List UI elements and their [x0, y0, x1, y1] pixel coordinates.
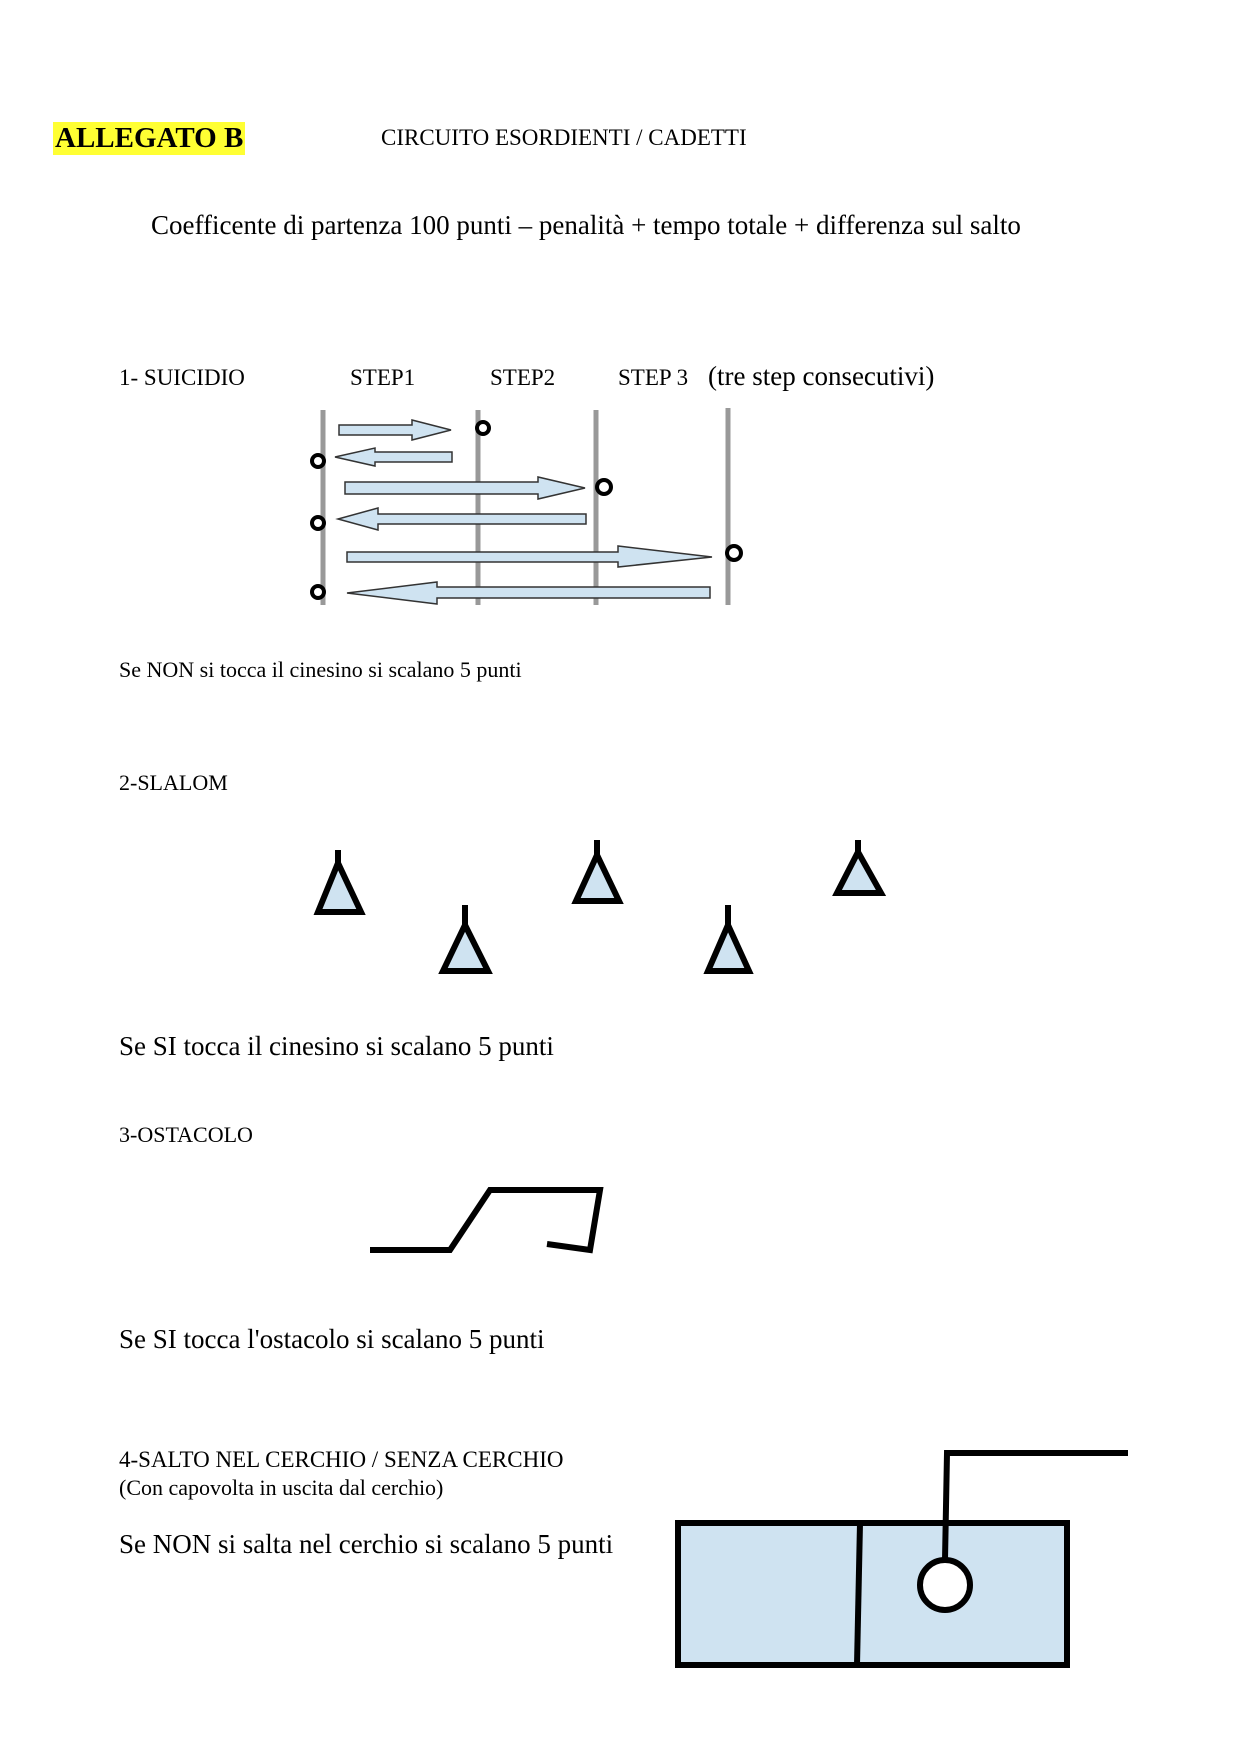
circuit-title: CIRCUITO ESORDIENTI / CADETTI: [381, 125, 747, 150]
step3-label: STEP 3: [618, 365, 689, 390]
section3-title: 3-OSTACOLO: [119, 1122, 253, 1147]
section4-title: 4-SALTO NEL CERCHIO / SENZA CERCHIO: [119, 1447, 564, 1472]
section1-rule: Se NON si tocca il cinesino si scalano 5 punti: [119, 657, 522, 682]
step-note: (tre step consecutivi): [708, 361, 935, 391]
mat-divider: [857, 1523, 860, 1665]
step1-label: STEP1: [350, 365, 416, 390]
section4-subtitle: (Con capovolta in uscita dal cerchio): [119, 1475, 444, 1500]
step2-label: STEP2: [490, 365, 556, 390]
section2-title: 2-SLALOM: [119, 770, 228, 795]
section3-rule: Se SI tocca l'ostacolo si scalano 5 punti: [119, 1324, 545, 1354]
section1-title: 1- SUICIDIO: [119, 365, 245, 390]
section4-rule: Se NON si salta nel cerchio si scalano 5 punti: [119, 1529, 614, 1559]
scoring-formula: Coefficente di partenza 100 punti – penalità + tempo totale + differenza sul salto: [151, 210, 1021, 240]
section2-rule: Se SI tocca il cinesino si scalano 5 punti: [119, 1031, 554, 1061]
mat-icon: [678, 1523, 1067, 1665]
allegato-label: ALLEGATO B: [55, 122, 244, 154]
hoop-icon: [920, 1560, 970, 1610]
